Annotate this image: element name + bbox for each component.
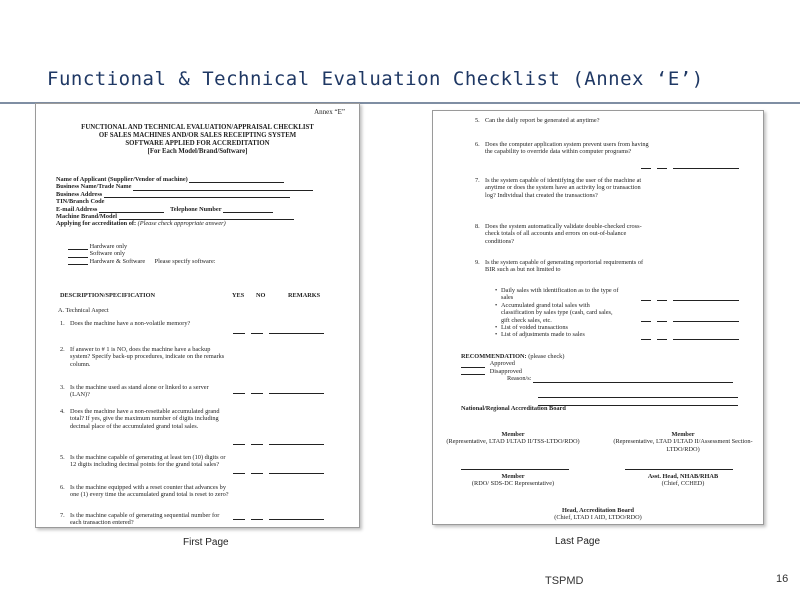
applying-note: (Please check appropriate answer) — [137, 220, 226, 228]
remarks-blank — [269, 473, 324, 474]
question-item — [60, 384, 230, 399]
question-number: 7. — [475, 177, 480, 184]
signatory-detail: (Chief, CCHED) — [661, 480, 705, 488]
no-blank — [251, 333, 263, 334]
question-item — [60, 346, 230, 368]
option-software: Software only — [89, 250, 126, 258]
remarks-blank — [269, 519, 324, 520]
yes-blank — [233, 519, 245, 520]
remarks-blank — [673, 168, 739, 169]
approved-option: Approved — [489, 360, 515, 368]
signatory-detail: (Representative, LTAD I/LTAD II/Assessment Section-LTDO/RDO) — [613, 438, 753, 453]
telephone-label: Telephone Number — [170, 205, 222, 213]
yes-blank — [233, 444, 245, 445]
field-label: Business Name/Trade Name — [56, 183, 132, 191]
signature-line — [625, 469, 733, 470]
slide-page-number: 16 — [776, 573, 789, 585]
no-blank — [251, 519, 263, 520]
no-blank — [251, 393, 263, 394]
question-item — [475, 223, 650, 245]
yes-blank — [233, 333, 245, 334]
list-item: • List of adjustments made to sales — [495, 331, 621, 338]
list-item: • List of voided transactions — [495, 324, 621, 331]
field-label: Business Address — [56, 190, 103, 198]
remarks-blank — [269, 444, 324, 445]
checklist-heading — [36, 124, 359, 156]
remarks-blank — [673, 321, 739, 322]
signature-line — [461, 469, 569, 470]
field-label: Name of Applicant (Supplier/Vendor of machine) — [56, 176, 188, 183]
remarks-blank — [269, 393, 324, 394]
question-text: Is the machine used as stand alone or linked to a server (LAN)? — [70, 384, 209, 399]
question-text: Is the system capable of identifying the user of the machine at anytime or does the system have an activity log or transaction log? Individual that created the transactions? — [485, 177, 642, 199]
signatory-block — [443, 473, 583, 488]
question-number: 8. — [475, 223, 480, 230]
question-text: Does the machine have a non-resettable accumulated grand total? If yes, give the maximum number of digits including decimal place of the accumulated grand total sales. — [70, 408, 220, 430]
accreditation-options — [68, 243, 216, 265]
no-blank — [251, 444, 263, 445]
signatory-role: Member — [501, 431, 525, 438]
signatory-role: Member — [501, 473, 525, 480]
disapproved-option: Disapproved — [489, 367, 522, 375]
question-number: 7. — [60, 512, 65, 519]
question-text: Is the machine equipped with a reset counter that advances by one (1) every time the accumulated grand total is reset to zero? — [70, 484, 229, 499]
question-text: Does the machine have a non-volatile memory? — [70, 320, 191, 327]
question-text: If answer to # 1 is NO, does the machine have a backup system? Specify back-up procedures, indicate on the remarks column. — [70, 346, 225, 368]
report-requirements-list — [495, 287, 621, 339]
question-text: Can the daily report be generated at anytime? — [485, 117, 600, 124]
option-hardware: Hardware only — [89, 243, 128, 250]
option-both: Hardware & Software — [89, 257, 146, 265]
no-blank — [657, 300, 667, 301]
first-page-thumbnail — [35, 103, 360, 528]
question-text: Does the system automatically validate double-checked cross-check totals of all accounts and errors on out-of-balance conditions? — [485, 223, 642, 245]
col-yes: YES — [232, 292, 245, 299]
annex-label: Annex “E” — [314, 108, 345, 116]
reason-line — [538, 405, 738, 406]
question-number: 1. — [60, 320, 65, 327]
heading-line: [For Each Model/Brand/Software] — [147, 148, 248, 155]
field-label: TIN/Branch Code — [56, 198, 105, 206]
question-text: Is the machine capable of generating at least ten (10) digits or 12 digits including decimal points for the grand total sales? — [70, 454, 226, 469]
question-number: 5. — [475, 117, 480, 124]
yes-blank — [641, 168, 651, 169]
col-no: NO — [256, 292, 266, 299]
board-head-title: Head, Accreditation Board — [561, 507, 635, 514]
question-item — [475, 259, 650, 274]
email-label: E-mail Address — [56, 205, 98, 213]
signatory-detail: (Representative, LTAD I/LTAD II/TSS-LTDO/RDO) — [446, 438, 580, 446]
recommendation-note: (please check) — [528, 353, 565, 360]
question-text: Is the machine capable of generating sequential number for each transaction entered? — [70, 512, 220, 527]
last-page-thumbnail — [432, 110, 764, 525]
slide-title: Functional & Technical Evaluation Checklist (Annex ‘E’) — [47, 68, 704, 90]
board-head-detail: (Chief, LTAD I AID, LTDO/RDO) — [554, 514, 642, 522]
heading-line: OF SALES MACHINES AND/OR SALES RECEIPTING SYSTEM — [98, 132, 297, 139]
remarks-blank — [673, 300, 739, 301]
applying-label: Applying for accreditation of: — [56, 220, 137, 228]
signatory-role: Member — [671, 431, 695, 438]
no-blank — [657, 168, 667, 169]
question-number: 6. — [60, 484, 65, 491]
remarks-blank — [673, 339, 739, 340]
list-item: • Accumulated grand total sales with classification by sales type (cash, card sales, gift check sales, etc. — [495, 302, 621, 324]
board-head-block — [528, 507, 668, 522]
signatory-detail: (RDO/ SDS-DC Representative) — [471, 480, 555, 488]
section-a-label: A. Technical Aspect — [58, 307, 109, 314]
yes-blank — [233, 393, 245, 394]
question-number: 3. — [60, 384, 65, 391]
question-item — [60, 408, 230, 430]
question-number: 2. — [60, 346, 65, 353]
heading-line: SOFTWARE APPLIED FOR ACCREDITATION — [125, 140, 270, 147]
reason-label: Reason/s: — [507, 375, 532, 383]
specify-software-label: Please specify software: — [154, 257, 216, 265]
yes-blank — [233, 473, 245, 474]
heading-line: FUNCTIONAL AND TECHNICAL EVALUATION/APPRAISAL CHECKLIST — [81, 124, 314, 131]
signatory-role: Asst. Head, NHAB/RHAB — [647, 473, 719, 480]
last-page-caption: Last Page — [555, 536, 601, 547]
remarks-blank — [269, 333, 324, 334]
recommendation-section — [461, 353, 733, 383]
signatory-block — [443, 431, 583, 446]
col-description: DESCRIPTION/SPECIFICATION — [60, 292, 156, 299]
question-number: 4. — [60, 408, 65, 415]
board-label: National/Regional Accreditation Board — [461, 405, 566, 412]
list-item: • Daily sales with identification as to the type of sales — [495, 287, 621, 302]
field-label: Machine Brand/Model — [56, 213, 118, 221]
question-item — [475, 177, 650, 199]
question-item — [60, 454, 230, 469]
question-item — [60, 512, 230, 527]
question-item — [60, 484, 230, 499]
reason-line — [538, 397, 738, 398]
question-number: 5. — [60, 454, 65, 461]
first-page-caption: First Page — [183, 537, 229, 548]
question-number: 6. — [475, 141, 480, 148]
footer-organization: TSPMD — [545, 575, 584, 587]
yes-blank — [641, 339, 651, 340]
signatory-block — [613, 431, 753, 453]
yes-blank — [641, 321, 651, 322]
question-item — [475, 141, 650, 156]
question-item — [475, 117, 650, 124]
question-text: Is the system capable of generating reportorial requirements of BIR such as but not limited to — [485, 259, 644, 274]
question-number: 9. — [475, 259, 480, 266]
no-blank — [251, 473, 263, 474]
question-text: Does the computer application system prevent users from having the capability to override data within computer programs? — [485, 141, 649, 156]
question-item — [60, 320, 230, 327]
signatory-block — [613, 473, 753, 488]
col-remarks: REMARKS — [288, 292, 321, 299]
no-blank — [657, 321, 667, 322]
yes-blank — [641, 300, 651, 301]
recommendation-label: RECOMMENDATION: — [461, 353, 527, 360]
applicant-fields — [56, 176, 346, 228]
no-blank — [657, 339, 667, 340]
